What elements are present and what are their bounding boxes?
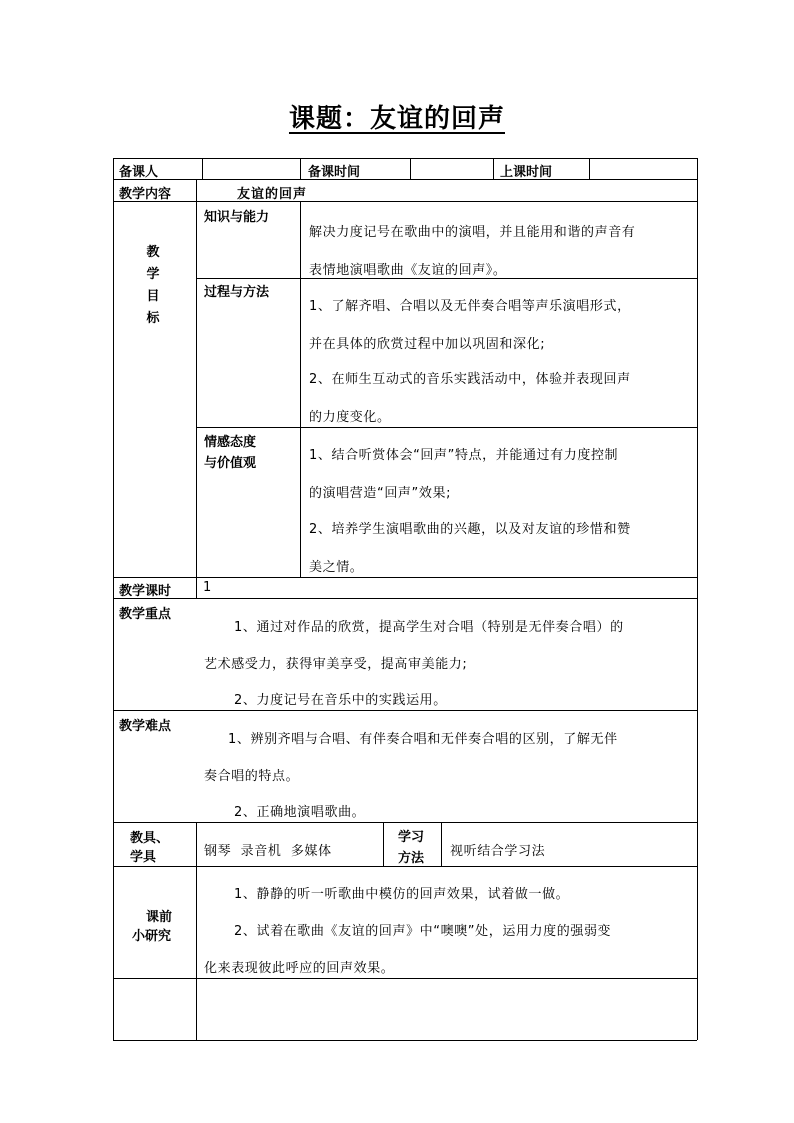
pre-study-label: 小研究 [132, 929, 172, 944]
pre-study-line: 化来表现彼此呼应的回声效果。 [204, 961, 395, 976]
content-label: 教学内容 [119, 187, 172, 202]
class-time-label: 上课时间 [500, 165, 553, 180]
tools-value: 钢琴 录音机 多媒体 [204, 844, 332, 859]
attitude-line: 1、结合听赏体会“回声”特点，并能通过有力度控制 [309, 448, 619, 463]
pre-study-line: 2、试着在歌曲《友谊的回声》中“噢噢”处，运用力度的强弱变 [234, 924, 612, 939]
key-points-line: 1、通过对作品的欣赏，提高学生对合唱（特别是无伴奏合唱）的 [234, 620, 624, 635]
difficulties-line: 1、辨别齐唱与合唱、有伴奏合唱和无伴奏合唱的区别，了解无伴 [228, 732, 618, 747]
pre-study-line: 1、静静的听一听歌曲中模仿的回声效果，试着做一做。 [234, 887, 570, 902]
pre-study-label: 课前 [146, 910, 173, 925]
preparer-label: 备课人 [119, 165, 159, 180]
method-label: 方法 [398, 851, 425, 866]
attitude-line: 的演唱营造“回声”效果; [309, 486, 452, 501]
key-points-line: 2、力度记号在音乐中的实践运用。 [234, 693, 447, 708]
process-line: 1、了解齐唱、合唱以及无伴奏合唱等声乐演唱形式， [309, 299, 631, 314]
hours-label: 教学课时 [119, 584, 172, 599]
difficulties-line: 奏合唱的特点。 [204, 769, 300, 784]
method-label: 学习 [398, 830, 425, 845]
hours-value: 1 [203, 580, 212, 595]
process-line: 2、在师生互动式的音乐实践活动中，体验并表现回声 [309, 372, 631, 387]
content-value: 友谊的回声 [237, 187, 308, 202]
page-title: 课题：友谊的回声 [288, 104, 505, 134]
tools-label: 教具、 [130, 831, 170, 846]
attitude-line: 2、培养学生演唱歌曲的兴趣，以及对友谊的珍惜和赞 [309, 522, 631, 537]
difficulties-label: 教学难点 [119, 719, 172, 734]
prep-time-label: 备课时间 [308, 165, 361, 180]
process-label: 过程与方法 [204, 285, 270, 300]
process-line: 的力度变化。 [309, 410, 391, 425]
tools-label: 学具 [130, 850, 157, 865]
knowledge-line: 表情地演唱歌曲《友谊的回声》。 [309, 263, 507, 278]
method-value: 视听结合学习法 [450, 844, 546, 859]
attitude-label: 与价值观 [204, 456, 257, 471]
key-points-line: 艺术感受力，获得审美享受，提高审美能力; [204, 657, 468, 672]
knowledge-line: 解决力度记号在歌曲中的演唱，并且能用和谐的声音有 [309, 225, 636, 240]
key-points-label: 教学重点 [119, 607, 172, 622]
attitude-line: 美之情。 [309, 560, 364, 575]
knowledge-label: 知识与能力 [204, 210, 270, 225]
process-line: 并在具体的欣赏过程中加以巩固和深化; [309, 337, 546, 352]
goals-label: 教 学 目 标 [146, 245, 160, 326]
attitude-label: 情感态度 [204, 435, 257, 450]
difficulties-line: 2、正确地演唱歌曲。 [234, 805, 366, 820]
